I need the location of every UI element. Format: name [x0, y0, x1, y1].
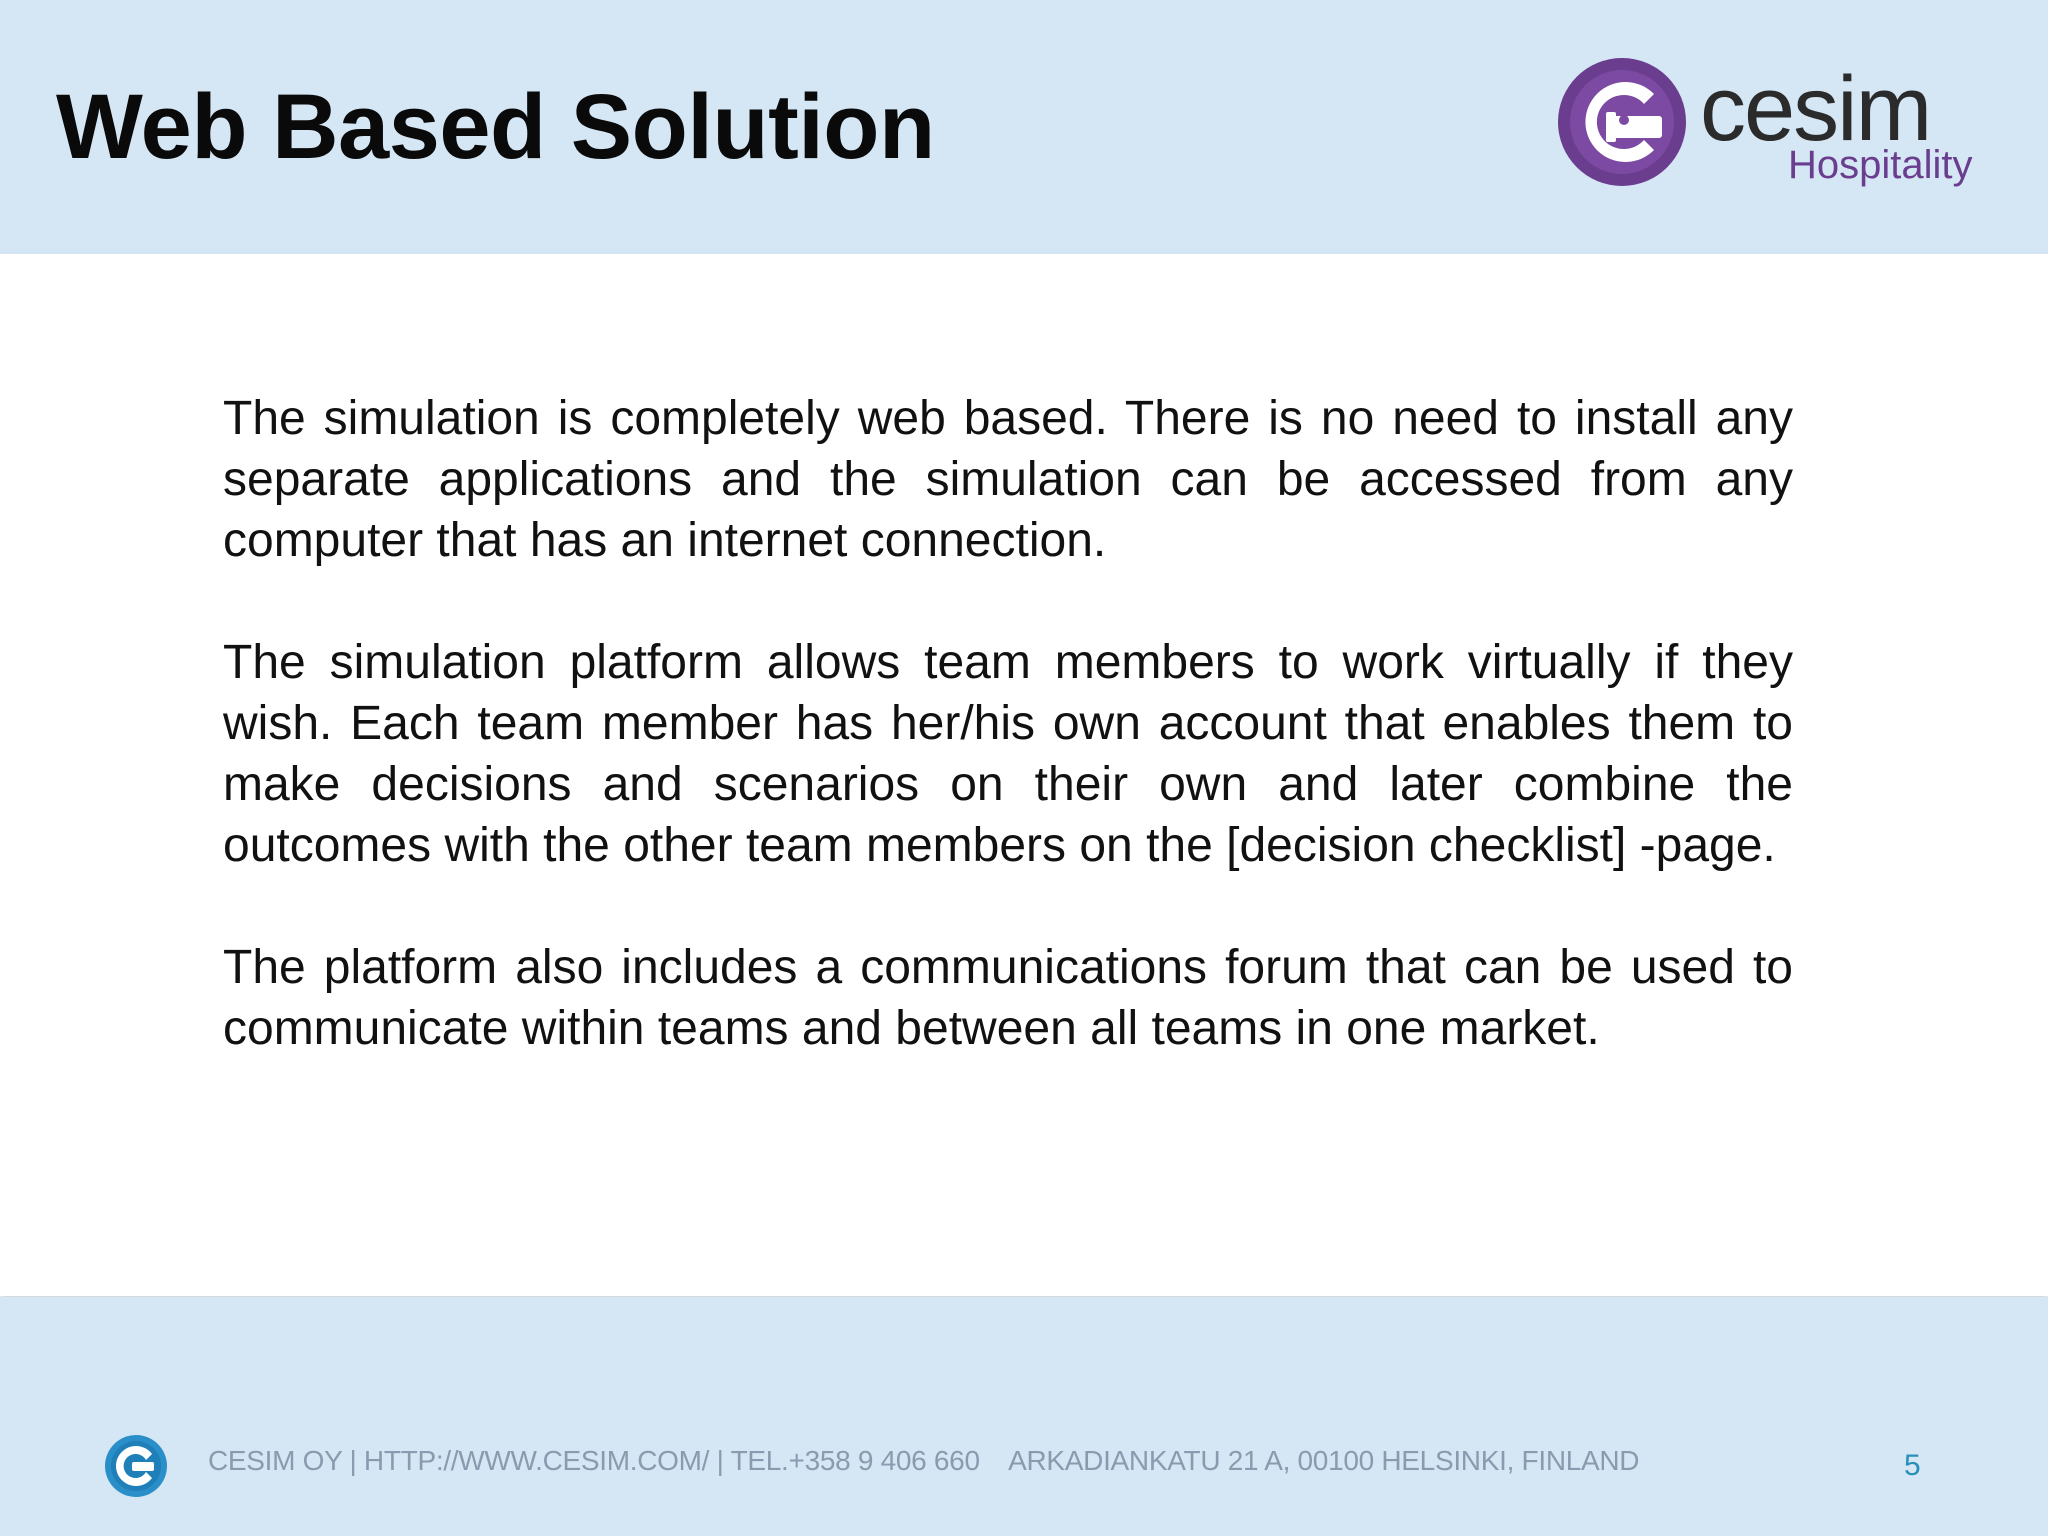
- page-number: 5: [1904, 1449, 1921, 1482]
- footer-contact: CESIM OY | HTTP://WWW.CESIM.COM/ | TEL.+358 9 406 660 ARKADIANKATU 21 A, 00100 HELSINKI, FINLAND: [208, 1445, 1640, 1476]
- paragraph: The simulation platform allows team members to work virtually if they wish. Each team member has her/his own account that enables them to make decisions and scenarios on their own and later combine the outcomes with the other team members on the [decision checklist] -page.: [223, 636, 1793, 872]
- body-text: [223, 388, 1793, 1059]
- cesim-hospitality-logo: [1558, 54, 2008, 190]
- logo-product-text: Hospitality: [1788, 143, 1973, 187]
- paragraph: The simulation is completely web based. There is no need to install any separate applications and the simulation can be accessed from any computer that has an internet connection.: [223, 392, 1793, 567]
- slide-title: Web Based Solution: [56, 76, 935, 178]
- cesim-footer-logo-icon: [104, 1434, 168, 1498]
- footer-band: [0, 1297, 2048, 1536]
- paragraph: The platform also includes a communications forum that can be used to communicate within teams and between all teams in one market.: [223, 941, 1793, 1055]
- logo-brand-text: cesim: [1700, 58, 1931, 160]
